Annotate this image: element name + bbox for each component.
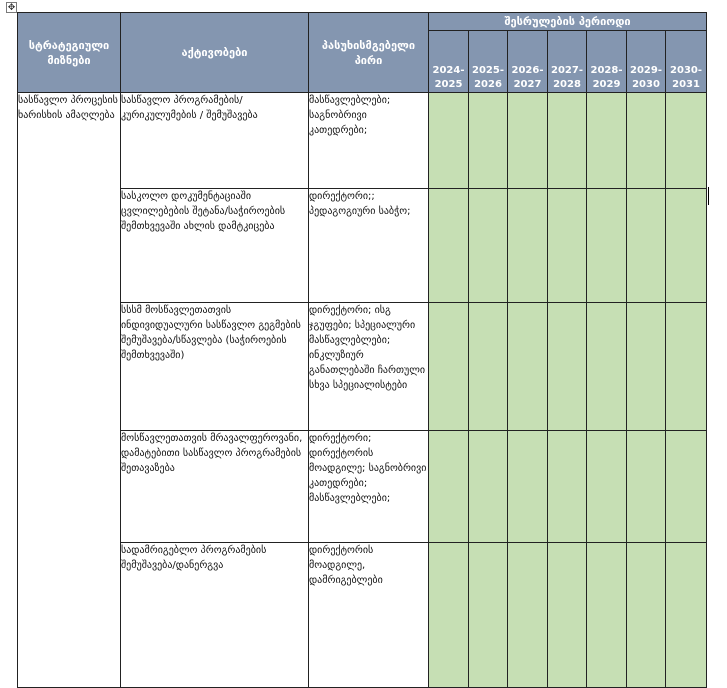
strategic-goal-cell[interactable]: სასწავლო პროცესის ხარისხის ამაღლება: [18, 93, 121, 688]
responsible-cell[interactable]: მასწავლებლები; საგნობრივი კათედრები;: [309, 93, 429, 189]
header-strategic-goals: სტრატეგიული მიზნები: [18, 13, 121, 93]
text-cursor: [708, 187, 709, 205]
activity-cell[interactable]: სასკოლო დოკუმენტაციაში ცვლილებების შეტანა/საჭიროების შემთხვევაში ახლის დამტკიცება: [121, 189, 309, 303]
period-cell[interactable]: [429, 431, 469, 543]
table-row: [18, 303, 707, 431]
header-year: 2026-2027: [508, 31, 548, 93]
activity-cell[interactable]: მოსწავლეთათვის მრავალფეროვანი, დამატებითი სასწავლო პროგრამების შეთავაზება: [121, 431, 309, 543]
table-row: [18, 189, 707, 303]
period-cell[interactable]: [587, 431, 627, 543]
header-year: 2029-2030: [627, 31, 666, 93]
activity-cell[interactable]: სსსმ მოსწავლეთათვის ინდივიდუალური სასწავლო გეგმების შემუშავება/სწავლება (საჭიროების შემთხვევაში): [121, 303, 309, 431]
period-cell[interactable]: [429, 543, 469, 688]
period-cell[interactable]: [548, 303, 587, 431]
period-cell[interactable]: [587, 93, 627, 189]
period-cell[interactable]: [429, 189, 469, 303]
period-cell[interactable]: [666, 93, 707, 189]
responsible-cell[interactable]: დირექტორის მოადგილე, დამრიგებლები: [309, 543, 429, 688]
period-cell[interactable]: [469, 431, 508, 543]
period-cell[interactable]: [627, 93, 666, 189]
table-row: [18, 431, 707, 543]
responsible-cell[interactable]: დირექტორი;; პედაგოგიური საბჭო;: [309, 189, 429, 303]
period-cell[interactable]: [548, 93, 587, 189]
period-cell[interactable]: [508, 303, 548, 431]
header-year: 2025-2026: [469, 31, 508, 93]
period-cell[interactable]: [666, 543, 707, 688]
period-cell[interactable]: [587, 303, 627, 431]
header-activities: აქტივობები: [121, 13, 309, 93]
responsible-cell[interactable]: დირექტორი; ისგ ჯგუფები; სპეციალური მასწავლებლები; ინკლუზიურ განათლებაში ჩართული სხვა სპეციალისტები: [309, 303, 429, 431]
period-cell[interactable]: [666, 189, 707, 303]
header-year: 2024-2025: [429, 31, 469, 93]
table-move-handle-icon[interactable]: ✥: [7, 3, 16, 13]
period-cell[interactable]: [627, 303, 666, 431]
period-cell[interactable]: [627, 189, 666, 303]
period-cell[interactable]: [429, 93, 469, 189]
header-responsible: პასუხისმგებელი პირი: [309, 13, 429, 93]
period-cell[interactable]: [587, 543, 627, 688]
period-cell[interactable]: [666, 303, 707, 431]
period-cell[interactable]: [548, 543, 587, 688]
period-cell[interactable]: [508, 543, 548, 688]
header-year: 2028-2029: [587, 31, 627, 93]
activity-cell[interactable]: სასწავლო პროგრამების/კურიკულუმების / შემუშავება: [121, 93, 309, 189]
period-cell[interactable]: [469, 93, 508, 189]
period-cell[interactable]: [469, 303, 508, 431]
responsible-cell[interactable]: დირექტორი; დირექტორის მოადგილე; საგნობრივი კათედრები; მასწავლებლები;: [309, 431, 429, 543]
period-cell[interactable]: [469, 189, 508, 303]
period-cell[interactable]: [587, 189, 627, 303]
strategic-plan-table: [17, 12, 707, 688]
period-cell[interactable]: [508, 189, 548, 303]
period-cell[interactable]: [508, 93, 548, 189]
activity-cell[interactable]: სადამრიგებლო პროგრამების შემუშავება/დანერგვა: [121, 543, 309, 688]
table-row: [18, 543, 707, 688]
period-cell[interactable]: [429, 303, 469, 431]
period-cell[interactable]: [627, 431, 666, 543]
table-row: [18, 93, 707, 189]
header-year: 2027-2028: [548, 31, 587, 93]
period-cell[interactable]: [548, 431, 587, 543]
period-cell[interactable]: [469, 543, 508, 688]
header-year: 2030-2031: [666, 31, 707, 93]
period-cell[interactable]: [666, 431, 707, 543]
period-cell[interactable]: [548, 189, 587, 303]
header-execution-period: შესრულების პერიოდი: [429, 13, 707, 31]
period-cell[interactable]: [627, 543, 666, 688]
period-cell[interactable]: [508, 431, 548, 543]
